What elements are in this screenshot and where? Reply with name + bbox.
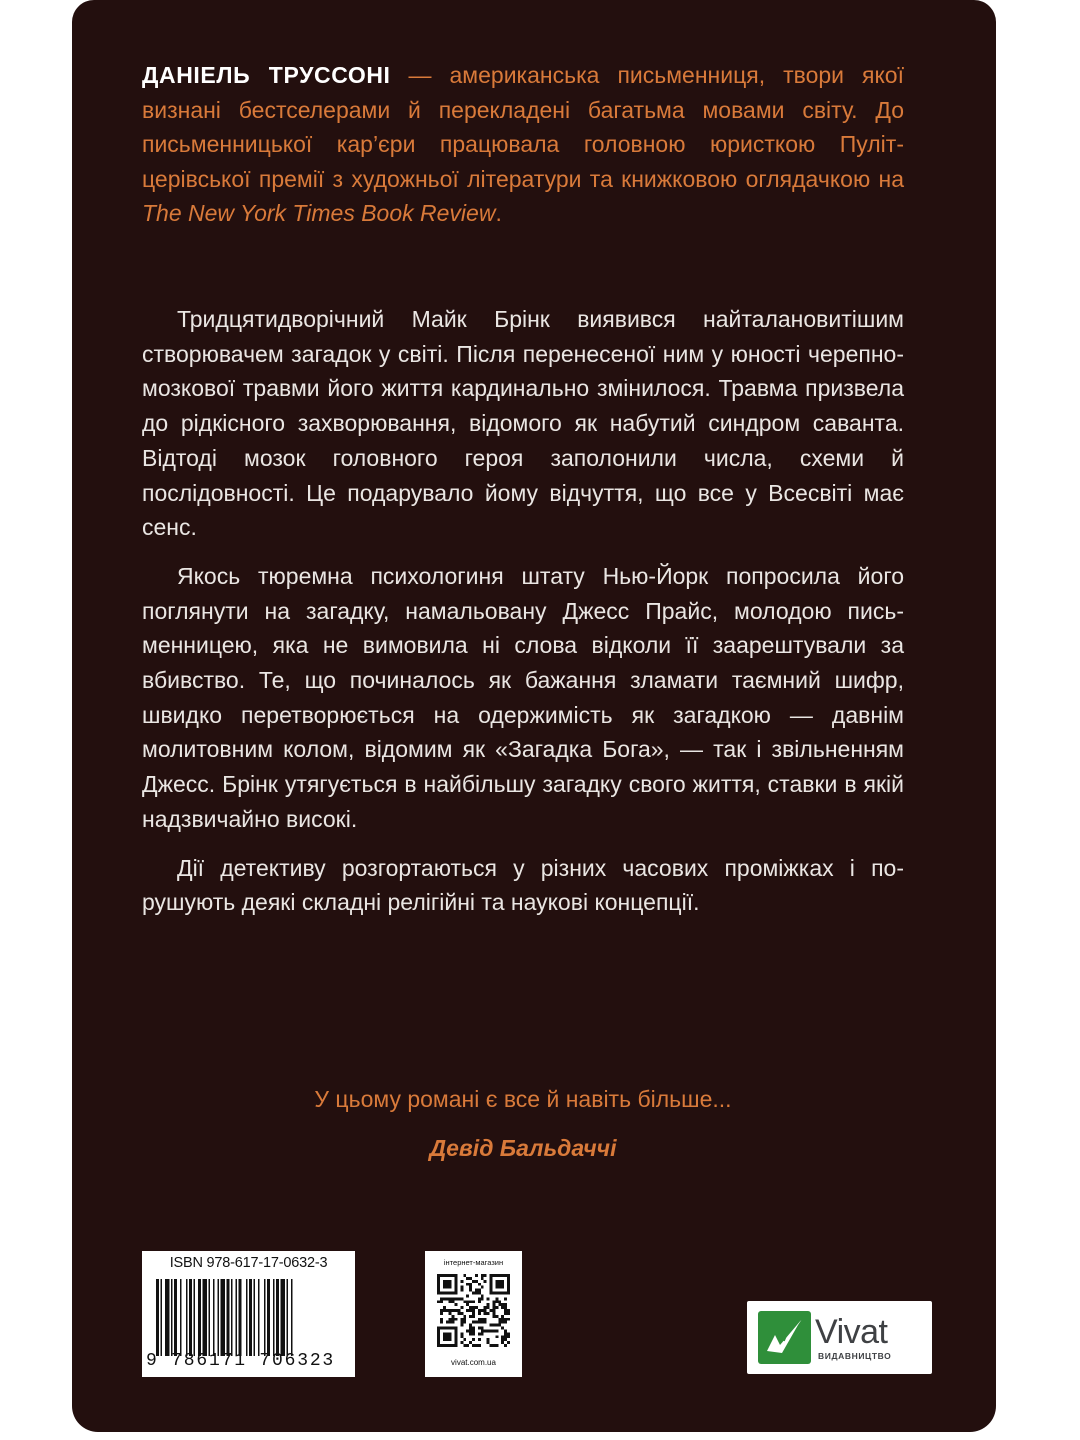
bio-text: — американська письменниця, твори якої визнані бестселерами й перекладені багатьма мовами світу. До письменницької кар’єри працювала головною юристкою Пулітцерівської премії з художньої літератури та книжковою оглядачкою на <box>142 62 904 192</box>
description-paragraph-2: Якось тюремна психологиня штату Нью-Йорк попросила його поглянути на загадку, намальовану Джесс Прайс, молодою письменницею, яка не вимовила ні слова відколи її заарештували за вбивство. Те, що починалось як бажання зламати таємний шифр, швидко перетворюється на одержимість як загадкою — давнім молитовним колом, відомим як «Загадка Бога», — так і звільненням Джесс. Брінк утягується в найбільшу загадку свого життя, ставки в якій надзвичайно високі. <box>142 562 904 832</box>
qr-code-block <box>425 1251 522 1377</box>
author-name: ДАНІЕЛЬ ТРУССОНІ <box>142 62 391 88</box>
publisher-logo <box>747 1301 932 1374</box>
quote-author: Девід Бальдаччі <box>429 1135 617 1161</box>
barcode-digits: 9 786171 706323 <box>146 1351 336 1371</box>
isbn-label: ISBN 978-617-17-0632-3 <box>169 1255 328 1271</box>
description-paragraph-1: Тридцятидворічний Майк Брінк виявився найталановитішим створювачем загадок у світі. Після перенесеної ним у юності черепно-мозкової травми його життя кардинально змінилося. Травма призвела до рідкісного захворювання, відомого як набутий синдром саванта. Відтоді мозок головного героя заполонили числа, схеми й послідовності. Це подарувало йому відчуття, що все у Всесвіті має сенс. <box>142 306 904 541</box>
book-description <box>142 302 904 934</box>
publisher-name: Vivat <box>815 1313 888 1351</box>
bio-publication: The New York Times Book Review <box>142 200 496 227</box>
bio-end: . <box>495 200 502 227</box>
qr-code-icon <box>437 1274 510 1347</box>
isbn-barcode-block <box>142 1251 355 1377</box>
barcode-icon <box>156 1279 342 1356</box>
blurb-quote <box>142 1086 904 1162</box>
qr-url: vivat.com.ua <box>451 1358 496 1367</box>
description-paragraph-3: Дії детективу розгортаються у різних часових проміжках і порушують деякі складні релігійні та наукові концепції. <box>142 854 904 916</box>
publisher-subtitle: ВИДАВНИЦТВО <box>818 1351 892 1361</box>
qr-top-label: інтернет-магазин <box>443 1258 504 1267</box>
quote-text: У цьому романі є все й навіть більше... <box>314 1086 732 1112</box>
quill-logo-icon <box>758 1311 811 1364</box>
author-bio <box>142 58 904 231</box>
